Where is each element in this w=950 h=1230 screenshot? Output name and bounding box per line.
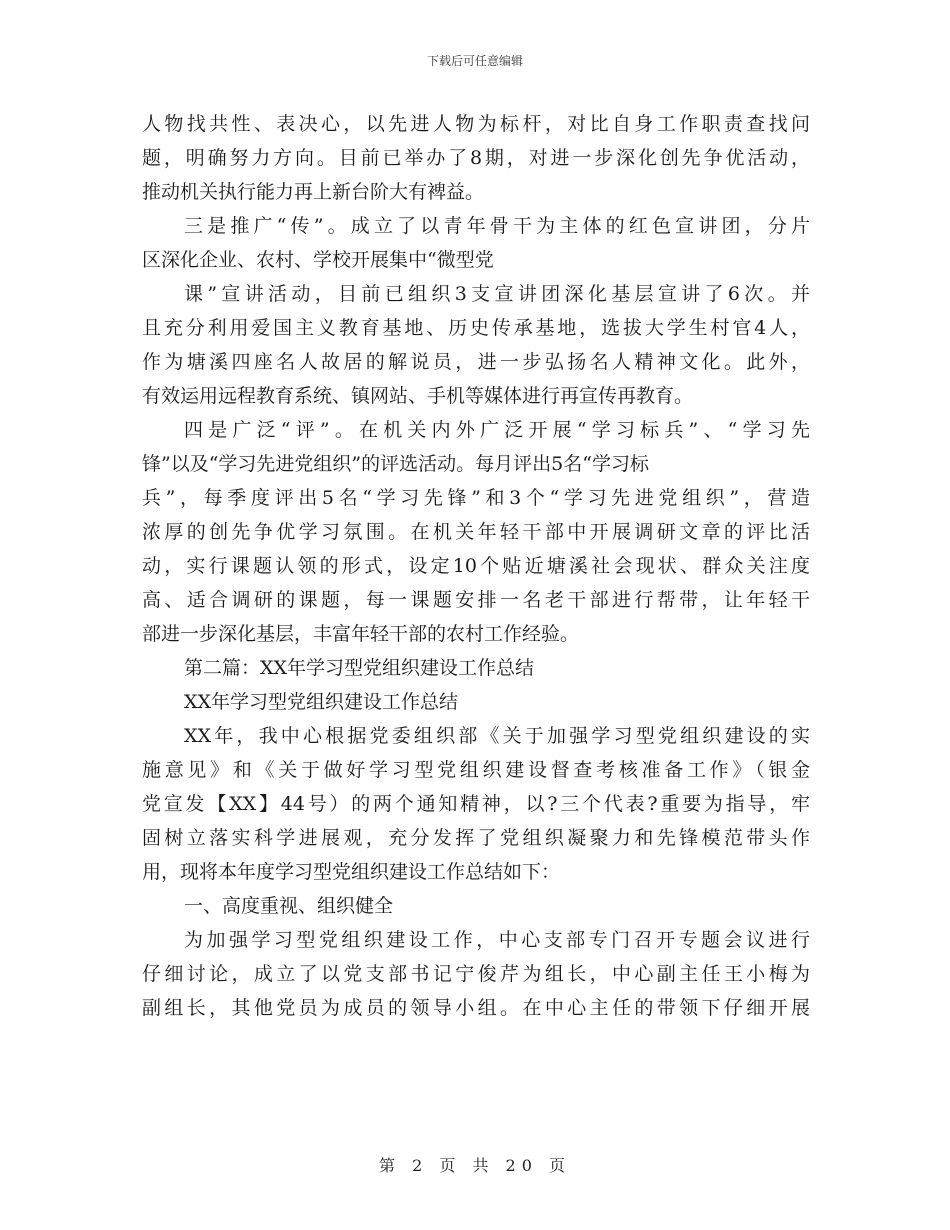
text-line: 用，现将本年度学习型党组织建设工作总结如下： bbox=[142, 861, 561, 883]
text-line: 高、适合调研的课题，每一课题安排一名老干部进行帮带，让年轻干 bbox=[142, 589, 810, 611]
text-line: 作为塘溪四座名人故居的解说员，进一步弘扬名人精神文化。此外， bbox=[142, 351, 810, 373]
page-footer: 第 2 页 共 20 页 bbox=[379, 1156, 571, 1175]
text-line: 课”宣讲活动，目前已组织3支宣讲团深化基层宣讲了6次。并 bbox=[184, 283, 810, 305]
text-line: 党宣发【XX】44号）的两个通知精神，以?三个代表?重要为指导，牢 bbox=[142, 793, 810, 815]
text-line: 为加强学习型党组织建设工作，中心支部专门召开专题会议进行 bbox=[184, 929, 810, 951]
text-line: 三是推广“传”。成立了以青年骨干为主体的红色宣讲团，分片 bbox=[184, 215, 810, 237]
text-line: 副组长，其他党员为成员的领导小组。在中心主任的带领下仔细开展 bbox=[142, 997, 810, 1019]
text-line: 且充分利用爱国主义教育基地、历史传承基地，选拔大学生村官4人， bbox=[142, 317, 810, 339]
page-header: 下载后可任意编辑 bbox=[426, 54, 523, 68]
text-line: 浓厚的创先争优学习氛围。在机关年轻干部中开展调研文章的评比活 bbox=[142, 521, 810, 543]
text-line: 一、高度重视、组织健全 bbox=[184, 895, 394, 917]
text-line: 推动机关执行能力再上新台阶大有裨益。 bbox=[142, 181, 485, 203]
text-line: 题，明确努力方向。目前已举办了8期，对进一步深化创先争优活动， bbox=[142, 147, 810, 169]
text-line: 四是广泛“评”。在机关内外广泛开展“学习标兵”、“学习先 bbox=[184, 419, 810, 441]
text-line: 第二篇：XX年学习型党组织建设工作总结 bbox=[184, 657, 535, 679]
text-line: 部进一步深化基层，丰富年轻干部的农村工作经验。 bbox=[142, 623, 580, 645]
text-line: 仔细讨论，成立了以党支部书记宁俊芹为组长，中心副主任王小梅为 bbox=[142, 963, 810, 985]
text-line: XX年，我中心根据党委组织部《关于加强学习型党组织建设的实 bbox=[184, 725, 810, 747]
body-text bbox=[142, 107, 810, 1025]
text-line: 区深化企业、农村、学校开展集中“微型党 bbox=[142, 249, 494, 271]
text-line: 动，实行课题认领的形式，设定10个贴近塘溪社会现状、群众关注度 bbox=[142, 555, 810, 577]
text-line: 兵”，每季度评出5名“学习先锋”和3个“学习先进党组织”，营造 bbox=[142, 487, 810, 509]
text-line: 固树立落实科学进展观，充分发挥了党组织凝聚力和先锋模范带头作 bbox=[142, 827, 810, 849]
text-line: 有效运用远程教育系统、镇网站、手机等媒体进行再宣传再教育。 bbox=[142, 385, 694, 407]
text-line: 施意见》和《关于做好学习型党组织建设督查考核准备工作》（银金 bbox=[142, 759, 810, 781]
text-line: 人物找共性、表决心，以先进人物为标杆，对比自身工作职责查找问 bbox=[142, 113, 810, 135]
text-line: XX年学习型党组织建设工作总结 bbox=[184, 691, 459, 713]
text-line: 锋”以及“学习先进党组织”的评选活动。每月评出5名“学习标 bbox=[142, 453, 649, 475]
